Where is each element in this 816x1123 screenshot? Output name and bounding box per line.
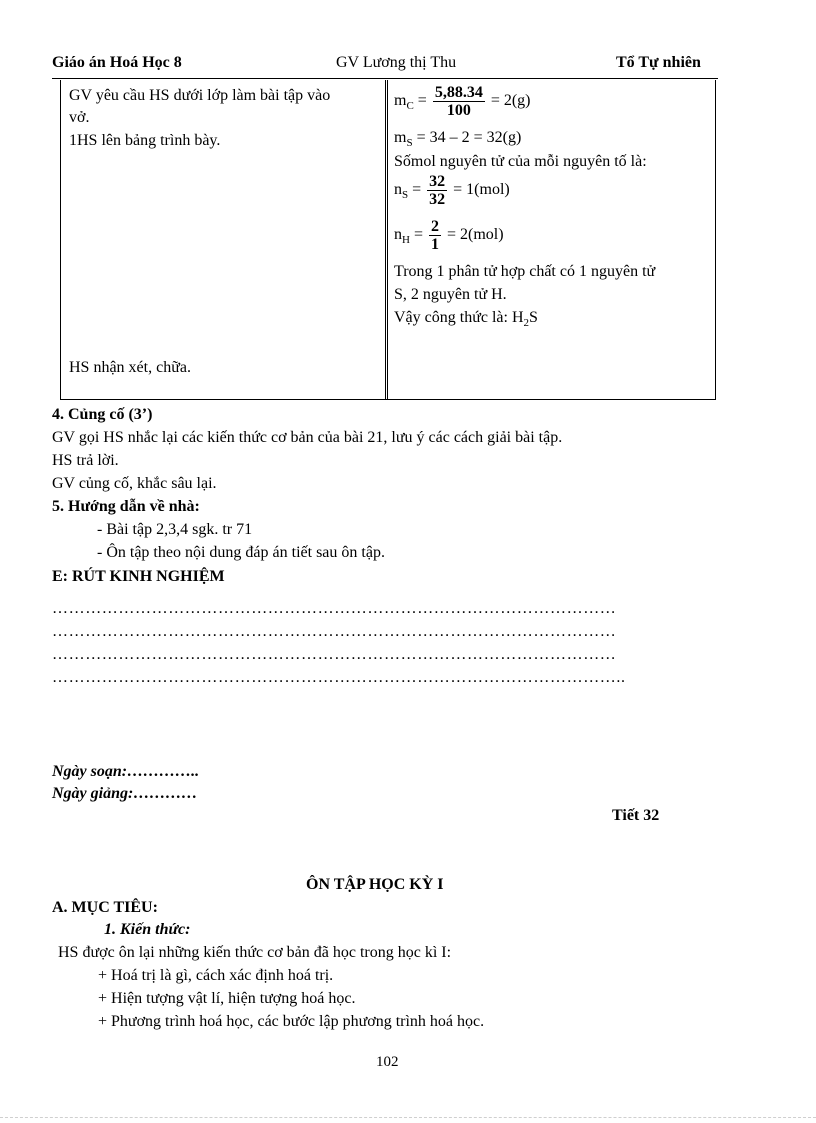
mc-fraction — [433, 84, 485, 119]
mc-result: = 2(g) — [490, 92, 531, 110]
ms-label: m — [394, 129, 407, 146]
mc-label: m — [394, 92, 407, 110]
notes-line-2: ………………………………………………………………………………………… — [52, 623, 617, 640]
page-number: 102 — [376, 1054, 399, 1070]
section-e-title: E: RÚT KINH NGHIỆM — [52, 568, 225, 585]
header-teacher: GV Lương thị Thu — [336, 54, 457, 71]
section-5-item-1: - Bài tập 2,3,4 sgk. tr 71 — [97, 521, 253, 538]
ns-label: n — [394, 181, 402, 199]
objective-item-2: + Hiện tượng vật lí, hiện tượng hoá học. — [98, 990, 356, 1007]
conclusion-line-2: S, 2 nguyên tử H. — [394, 286, 507, 303]
section-a-title: A. MỤC TIÊU: — [52, 899, 158, 916]
mol-text: Sốmol nguyên tử của mỗi nguyên tố là: — [394, 153, 647, 170]
mc-den: 100 — [446, 102, 471, 119]
formula-line — [394, 306, 538, 331]
nh-eq: = — [413, 226, 423, 244]
mass-carbon-equation — [394, 84, 531, 119]
page-title: ÔN TẬP HỌC KỲ I — [306, 876, 444, 893]
ms-sub: S — [406, 137, 413, 149]
formula-prefix: Vậy công thức là: H — [394, 309, 524, 326]
ns-den: 32 — [429, 191, 446, 208]
ns-equation — [394, 173, 510, 208]
nh-label: n — [394, 226, 402, 244]
section-4-line-1: GV gọi HS nhắc lại các kiến thức cơ bản của bài 21, lưu ý các cách giải bài tập. — [52, 429, 563, 446]
activity-table — [60, 80, 716, 400]
notes-line-1: ………………………………………………………………………………………… — [52, 600, 617, 617]
lesson-number: Tiết 32 — [612, 807, 660, 824]
ns-sub: S — [402, 189, 409, 202]
date-taught: Ngày giảng:………… — [52, 785, 198, 802]
section-4-title: 4. Củng cố (3’) — [52, 406, 153, 423]
header-subject: Giáo án Hoá Học 8 — [52, 54, 182, 71]
page-bottom-rule — [0, 1117, 816, 1118]
nh-fraction — [429, 218, 441, 253]
section-4-line-2: HS trả lời. — [52, 452, 119, 469]
nh-den: 1 — [430, 236, 439, 253]
left-line-1: GV yêu cầu HS dưới lớp làm bài tập vào — [69, 87, 331, 104]
nh-equation — [394, 218, 504, 253]
left-line-3: 1HS lên bảng trình bày. — [69, 132, 221, 149]
left-line-2: vở. — [69, 109, 90, 126]
objective-item-1: + Hoá trị là gì, cách xác định hoá trị. — [98, 967, 334, 984]
ns-num: 32 — [429, 173, 446, 190]
ns-eq: = — [412, 181, 422, 199]
notes-line-3: ………………………………………………………………………………………… — [52, 646, 617, 663]
section-5-item-2: - Ôn tập theo nội dung đáp án tiết sau ôn tập. — [97, 544, 385, 561]
notes-line-4: ………………………………………………………………………………………….. — [52, 669, 626, 686]
left-line-4: HS nhận xét, chữa. — [69, 359, 191, 376]
date-prepared: Ngày soạn:………….. — [52, 763, 200, 780]
formula-sub: 2 — [523, 317, 530, 329]
ns-fraction — [427, 173, 447, 208]
nh-result: = 2(mol) — [446, 226, 504, 244]
section-a-subtitle: 1. Kiến thức: — [104, 921, 191, 938]
mass-sulfur-equation — [394, 126, 521, 151]
ms-expr: = 34 – 2 = 32(g) — [416, 129, 522, 146]
mc-eq: = — [417, 92, 427, 110]
mc-num: 5,88.34 — [434, 84, 483, 101]
formula-suffix: S — [529, 309, 538, 326]
mc-sub: C — [406, 100, 414, 113]
ns-result: = 1(mol) — [453, 181, 510, 199]
section-5-title: 5. Hướng dẫn về nhà: — [52, 498, 200, 515]
header-department: Tổ Tự nhiên — [616, 54, 701, 71]
section-a-intro: HS được ôn lại những kiến thức cơ bản đã học trong học kì I: — [58, 944, 452, 961]
conclusion-line-1: Trong 1 phân tử hợp chất có 1 nguyên tử — [394, 263, 656, 280]
table-column-divider — [385, 80, 388, 400]
nh-sub: H — [402, 234, 410, 247]
header-rule — [52, 78, 718, 79]
section-4-line-3: GV củng cố, khắc sâu lại. — [52, 475, 217, 492]
nh-num: 2 — [430, 218, 439, 235]
objective-item-3: + Phương trình hoá học, các bước lập phương trình hoá học. — [98, 1013, 485, 1030]
